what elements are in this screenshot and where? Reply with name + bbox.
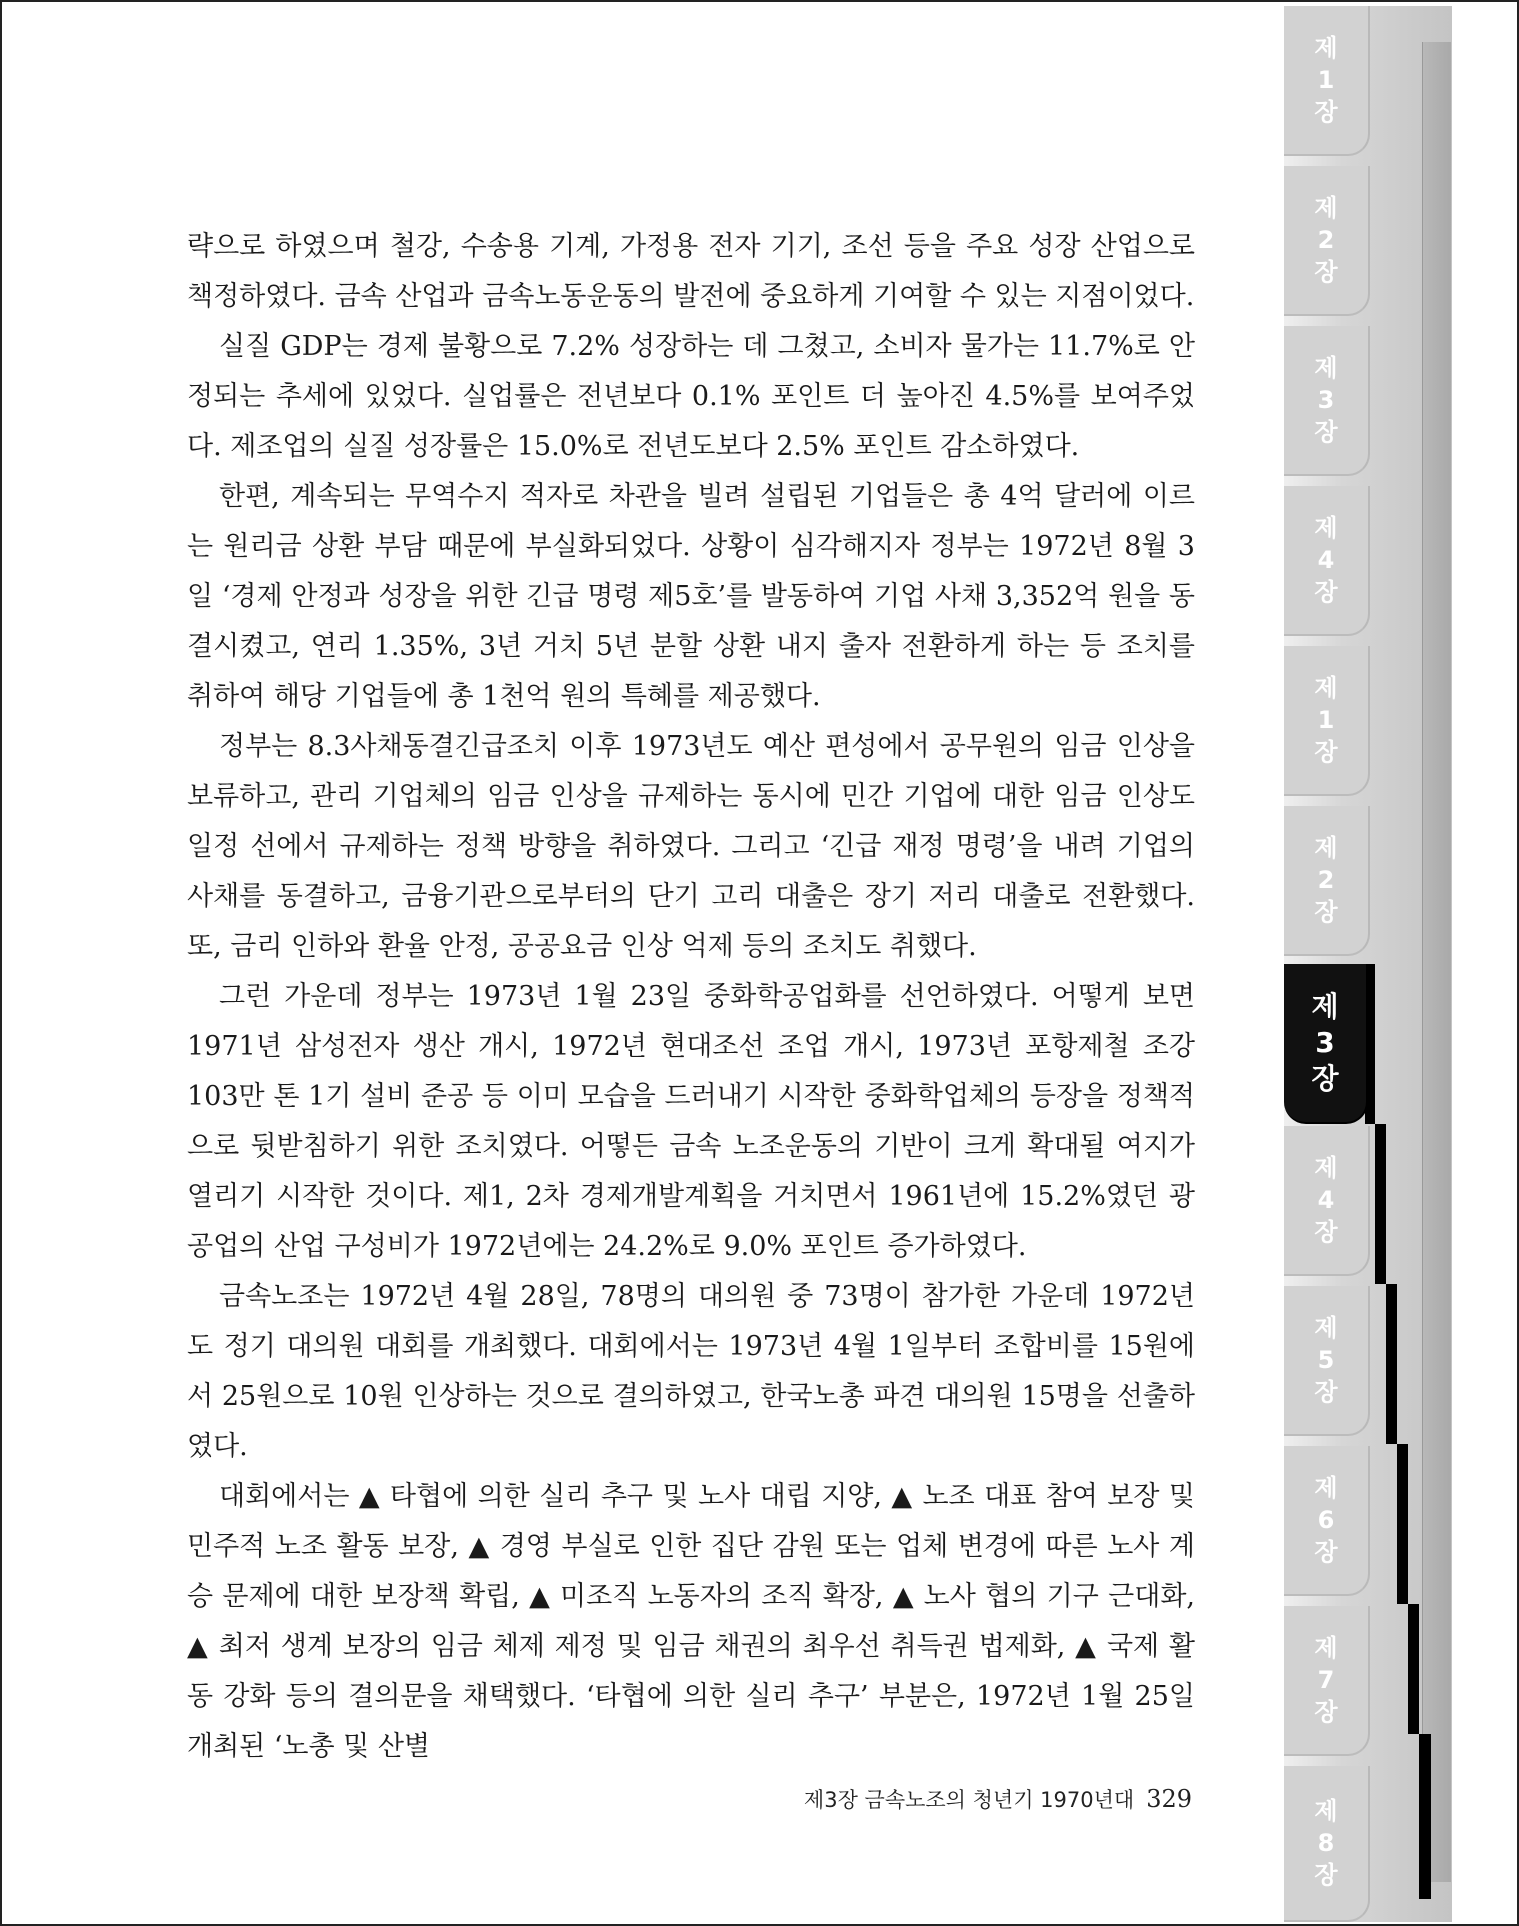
paragraph: 대회에서는 ▲ 타협에 의한 실리 추구 및 노사 대립 지양, ▲ 노조 대표 참여 보장 및 민주적 노조 활동 보장, ▲ 경영 부실로 인한 집단 감원 또는 업체 변경에 따른 노사 계승 문제에 대한 보장책 확립, ▲ 미조직 노동자의 조직 확장, ▲ 노사 협의 기구 근대화, ▲ 최저 생계 보장의 임금 체제 제정 및 임금 채권의 최우선 취득권 법제화, ▲ 국제 활동 강화 등의 결의문을 채택했다. ‘타협에 의한 실리 추구’ 부분은, 1972년 1월 25일 개최된 ‘노총 및 산별 [187,1481,1195,1762]
chapter-tab[interactable] [1284,1606,1370,1756]
tab-char: 장 [1314,1378,1338,1406]
edge-mark [1419,1734,1431,1899]
tab-char: 장 [1314,1698,1338,1726]
paragraph: 략으로 하였으며 철강, 수송용 기계, 가정용 전자 기기, 조선 등을 주요 성장 산업으로 책정하였다. 금속 산업과 금속노동운동의 발전에 중요하게 기여할 수 있는 지점이었다. [187,231,1195,312]
tab-number: 3 [1315,1026,1335,1059]
tab-number: 1 [1317,66,1335,94]
tab-char: 제 [1314,834,1338,862]
chapter-tab[interactable] [1284,1766,1370,1922]
page-footer [792,1784,1192,1814]
tab-char: 제 [1314,514,1338,542]
paragraph: 그런 가운데 정부는 1973년 1월 23일 중화학공업화를 선언하였다. 어떻게 보면 1971년 삼성전자 생산 개시, 1972년 현대조선 조업 개시, 1973년 포항제철 조강 103만 톤 1기 설비 준공 등 이미 모습을 드러내기 시작한 중화학업체의 등장을 정책적으로 뒷받침하기 위한 조치였다. 어떻든 금속 노조운동의 기반이 크게 확대될 여지가 열리기 시작한 것이다. 제1, 2차 경제개발계획을 거치면서 1961년에 15.2%였던 광공업의 산업 구성비가 1972년에는 24.2%로 9.0% 포인트 증가하였다. [187,981,1195,1262]
tab-char: 제 [1314,34,1338,62]
chapter-tab[interactable] [1284,1286,1370,1436]
tab-char: 장 [1314,418,1338,446]
paragraph: 한편, 계속되는 무역수지 적자로 차관을 빌려 설립된 기업들은 총 4억 달러에 이르는 원리금 상환 부담 때문에 부실화되었다. 상황이 심각해지자 정부는 1972년 8월 3일 ‘경제 안정과 성장을 위한 긴급 명령 제5호’를 발동하여 기업 사채 3,352억 원을 동결시켰고, 연리 1.35%, 3년 거치 5년 분할 상환 내지 출자 전환하게 하는 등 조치를 취하여 해당 기업들에 총 1천억 원의 특혜를 제공했다. [187,481,1195,712]
running-footer-title: 제3장 금속노조의 청년기 1970년대 [803,1788,1135,1812]
paragraph: 금속노조는 1972년 4월 28일, 78명의 대의원 중 73명이 참가한 가운데 1972년도 정기 대의원 대회를 개최했다. 대회에서는 1973년 4월 1일부터 조합비를 15원에서 25원으로 10원 인상하는 것으로 결의하였고, 한국노총 파견 대의원 15명을 선출하였다. [187,1281,1195,1462]
chapter-tab[interactable] [1284,1446,1370,1596]
tab-char: 제 [1314,1634,1338,1662]
tab-number: 1 [1317,706,1335,734]
tab-char: 장 [1314,898,1338,926]
chapter-tab[interactable] [1284,1126,1370,1276]
tab-char: 장 [1314,1861,1338,1889]
tab-char: 제 [1314,1797,1338,1825]
tab-number: 5 [1317,1346,1335,1374]
tab-char: 장 [1314,258,1338,286]
edge-mark [1386,1284,1397,1444]
tab-number: 2 [1317,866,1335,894]
tab-number: 7 [1317,1666,1335,1694]
tab-char: 제 [1314,354,1338,382]
chapter-tab[interactable] [1284,166,1370,316]
tab-char: 제 [1314,674,1338,702]
chapter-tab[interactable] [1284,486,1370,636]
tab-char: 제 [1314,1314,1338,1342]
tab-number: 4 [1317,546,1335,574]
chapter-tab[interactable] [1284,326,1370,476]
body-text [187,222,1195,1772]
tab-char: 장 [1311,1062,1339,1095]
chapter-tab[interactable] [1284,646,1370,796]
tab-number: 3 [1317,386,1335,414]
tab-char: 장 [1314,578,1338,606]
tab-number: 2 [1317,226,1335,254]
book-edge-right [1422,42,1451,1882]
chapter-tab-active[interactable] [1284,964,1368,1124]
tab-char: 장 [1314,98,1338,126]
chapter-tab[interactable] [1284,6,1370,156]
tab-number: 8 [1317,1829,1335,1857]
tab-char: 제 [1314,194,1338,222]
tab-char: 장 [1314,1538,1338,1566]
paragraph: 정부는 8.3사채동결긴급조치 이후 1973년도 예산 편성에서 공무원의 임금 인상을 보류하고, 관리 기업체의 임금 인상을 규제하는 동시에 민간 기업에 대한 임금 인상도 일정 선에서 규제하는 정책 방향을 취하였다. 그리고 ‘긴급 재정 명령’을 내려 기업의 사채를 동결하고, 금융기관으로부터의 단기 고리 대출은 장기 저리 대출로 전환했다. 또, 금리 인하와 환율 안정, 공공요금 인상 억제 등의 조치도 취했다. [187,731,1195,962]
tab-char: 제 [1314,1154,1338,1182]
tab-char: 장 [1314,1218,1338,1246]
page-number: 329 [1146,1785,1192,1813]
tab-char: 제 [1311,990,1339,1023]
chapter-tab[interactable] [1284,806,1370,956]
edge-mark [1397,1444,1408,1604]
tab-char: 제 [1314,1474,1338,1502]
tab-number: 6 [1317,1506,1335,1534]
tab-char: 장 [1314,738,1338,766]
tab-number: 4 [1317,1186,1335,1214]
edge-mark [1375,1124,1386,1284]
paragraph: 실질 GDP는 경제 불황으로 7.2% 성장하는 데 그쳤고, 소비자 물가는 11.7%로 안정되는 추세에 있었다. 실업률은 전년보다 0.1% 포인트 더 높아진 4.5%를 보여주었다. 제조업의 실질 성장률은 15.0%로 전년도보다 2.5% 포인트 감소하였다. [187,331,1195,462]
edge-mark [1408,1604,1419,1734]
